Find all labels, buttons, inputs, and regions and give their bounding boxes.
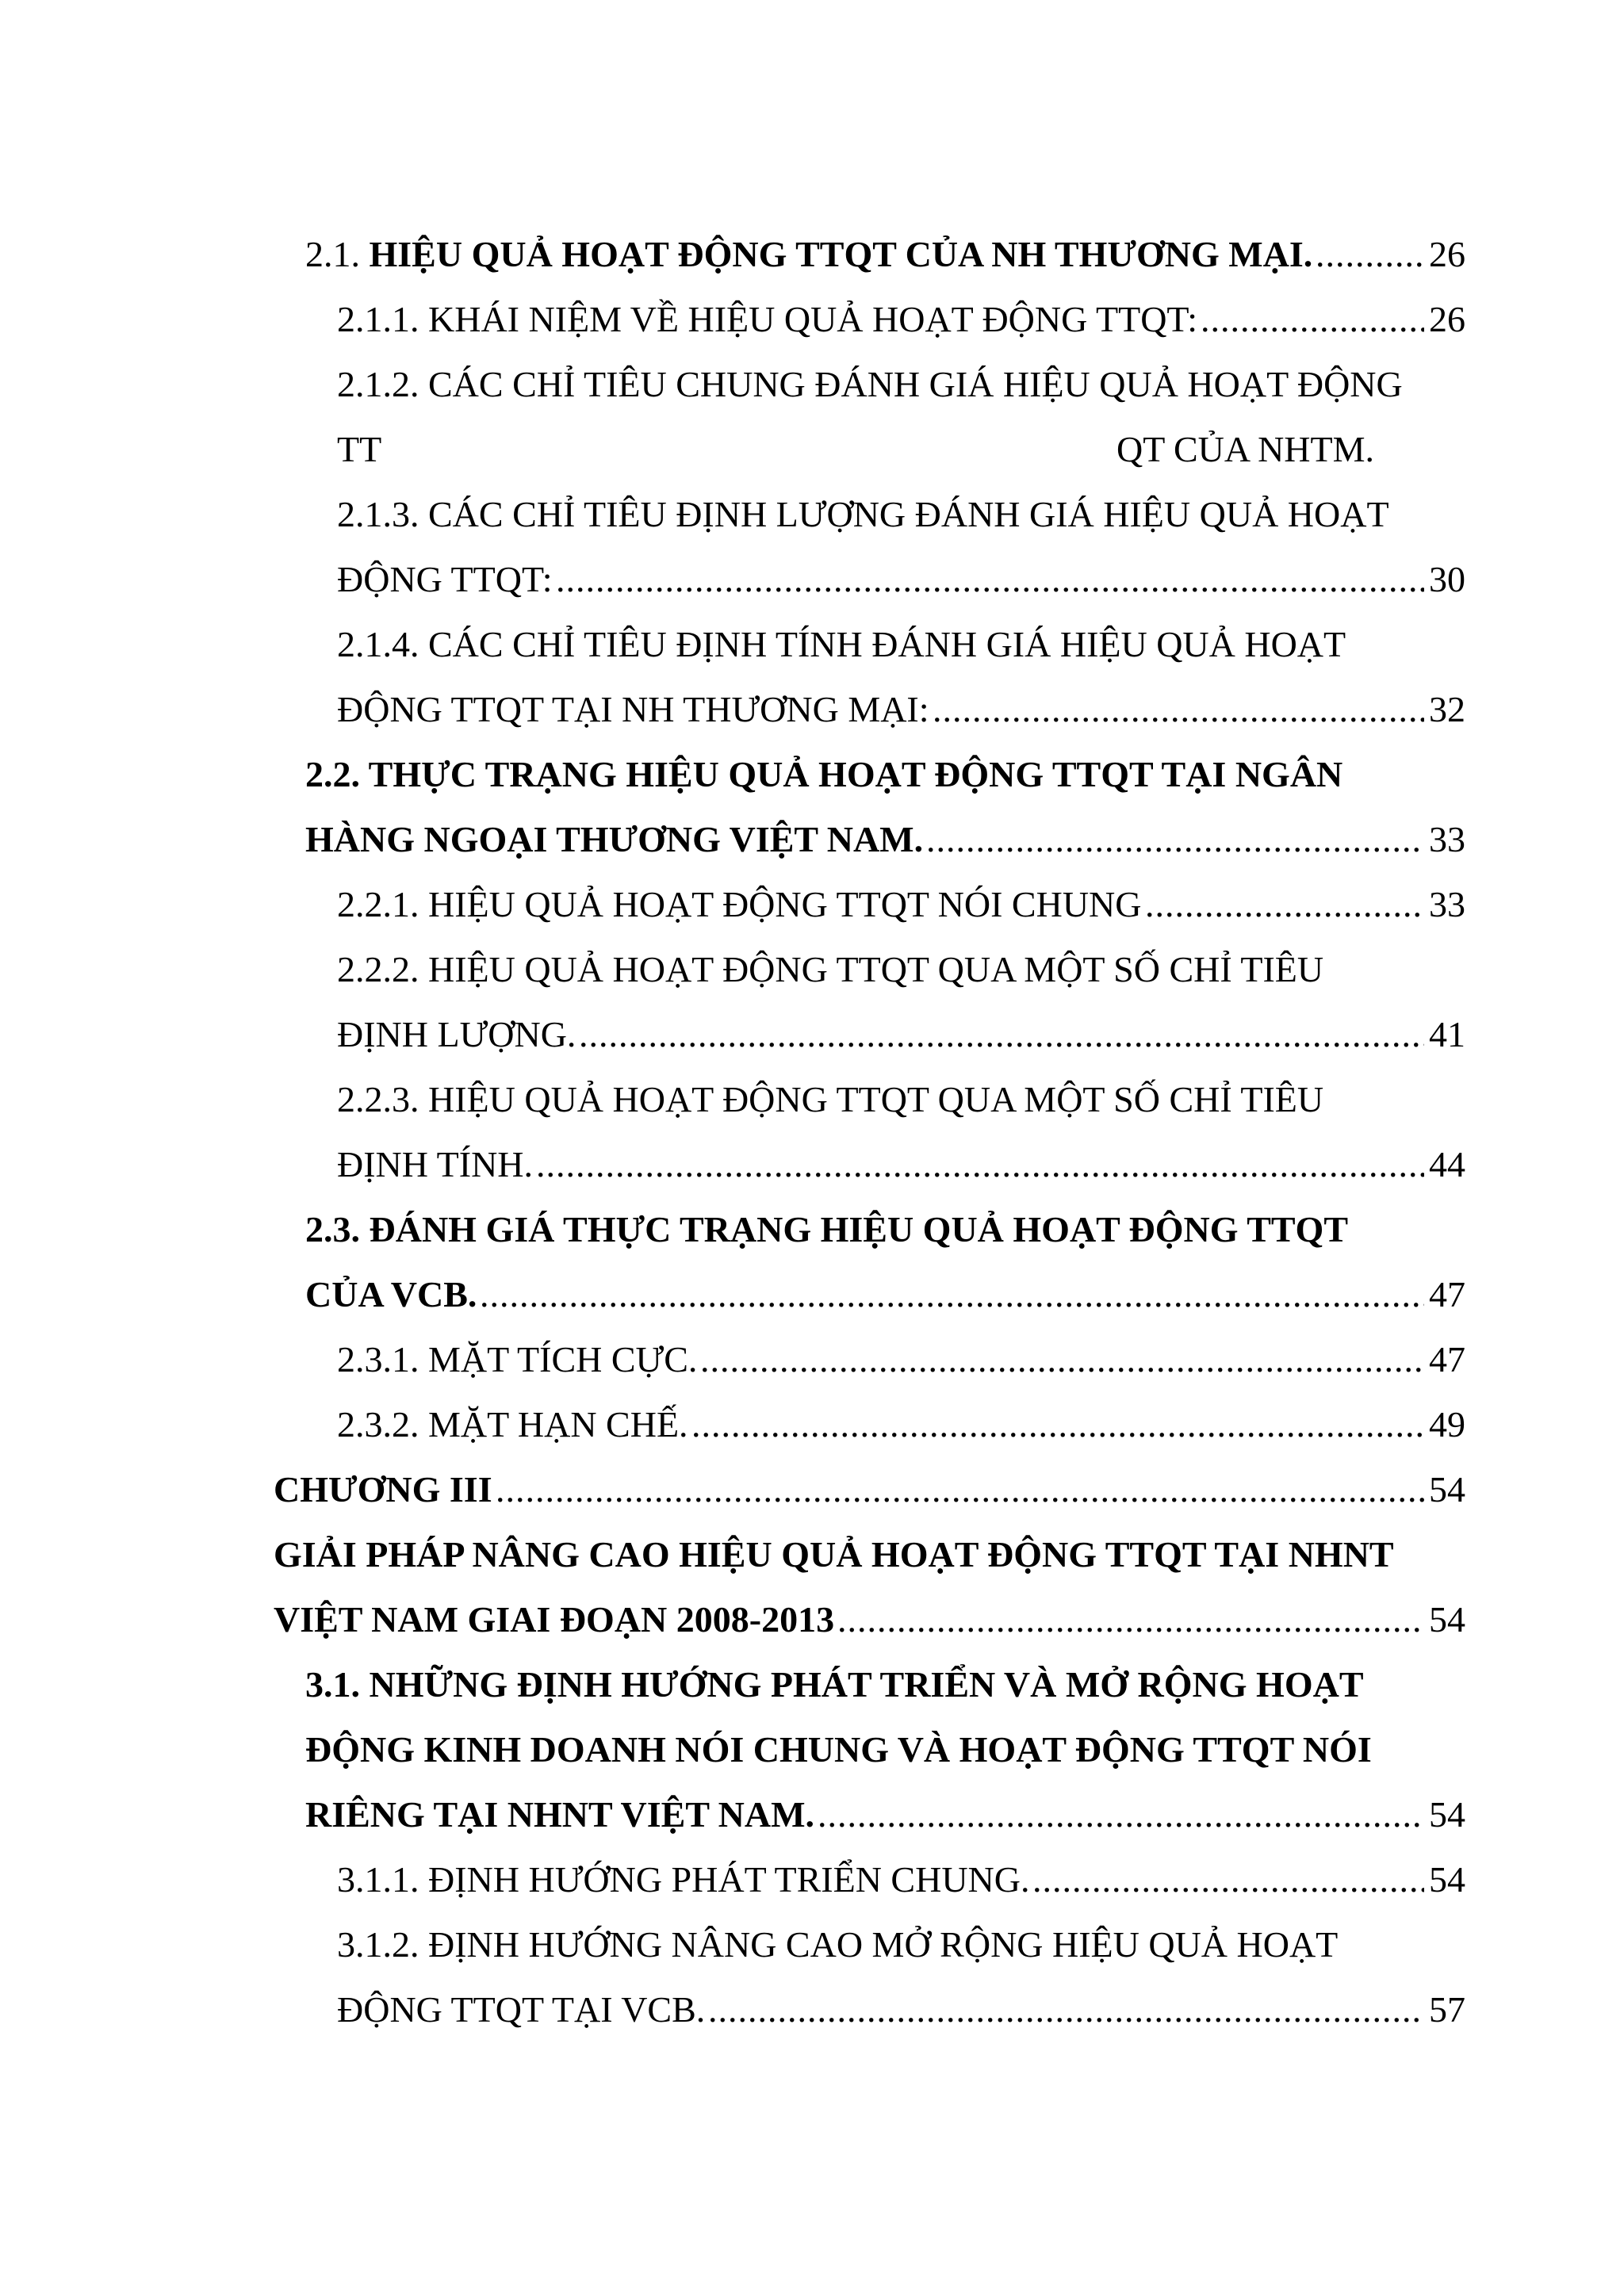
toc-entry-title: 3.1.2. ĐỊNH HƯỚNG NÂNG CAO MỞ RỘNG HIỆU QUẢ HOẠT bbox=[337, 1924, 1339, 1965]
toc-entry-title: VIỆT NAM GIAI ĐOẠN 2008-2013 bbox=[274, 1599, 835, 1640]
toc-entry-title: 3.1.1. ĐỊNH HƯỚNG PHÁT TRIỂN CHUNG. bbox=[337, 1859, 1030, 1900]
toc-dot-leader bbox=[536, 1132, 1424, 1197]
toc-entry-title-continued: QT CỦA NHTM. bbox=[1116, 429, 1375, 469]
toc-dot-leader bbox=[480, 1262, 1424, 1327]
toc-page-number: 54 bbox=[1429, 1469, 1465, 1510]
toc-entry-title: ĐỘNG KINH DOANH NÓI CHUNG VÀ HOẠT ĐỘNG TTQT NÓI bbox=[305, 1729, 1372, 1770]
toc-entry[interactable] bbox=[0, 1262, 1624, 1327]
toc-entry[interactable] bbox=[0, 1977, 1624, 2042]
toc-entry-title bbox=[305, 222, 1312, 287]
toc-entry-title: GIẢI PHÁP NÂNG CAO HIỆU QUẢ HOẠT ĐỘNG TTQT TẠI NHNT bbox=[274, 1534, 1394, 1575]
toc-entry-title: 2.2.1. HIỆU QUẢ HOẠT ĐỘNG TTQT NÓI CHUNG bbox=[337, 884, 1142, 924]
toc-entry-title: HÀNG NGOẠI THƯƠNG VIỆT NAM. bbox=[305, 819, 924, 859]
toc-entry[interactable] bbox=[0, 677, 1624, 742]
toc-entry-title: CHƯƠNG III bbox=[274, 1469, 492, 1510]
toc-dot-leader bbox=[926, 807, 1424, 872]
toc-entry-number: 2.1. bbox=[305, 234, 370, 274]
toc-entry-title: TT bbox=[337, 429, 382, 469]
toc-entry[interactable] bbox=[0, 1132, 1624, 1197]
toc-entry[interactable] bbox=[0, 612, 1624, 677]
toc-dot-leader bbox=[708, 1977, 1424, 2042]
toc-entry-title: 3.1. NHỮNG ĐỊNH HƯỚNG PHÁT TRIỂN VÀ MỞ RỘNG HOẠT bbox=[305, 1664, 1364, 1705]
toc-dot-leader bbox=[1145, 872, 1424, 937]
toc-dot-leader bbox=[556, 547, 1424, 612]
toc-entry-title: 2.3. ĐÁNH GIÁ THỰC TRẠNG HIỆU QUẢ HOẠT ĐỘNG TTQT bbox=[305, 1209, 1349, 1249]
toc-entry-title: ĐỘNG TTQT TẠI VCB. bbox=[337, 1989, 706, 2030]
toc-dot-leader bbox=[837, 1587, 1424, 1652]
toc-page-number: 26 bbox=[1429, 299, 1465, 339]
toc-entry-title: ĐỊNH LƯỢNG. bbox=[337, 1014, 576, 1054]
toc-page-number: 54 bbox=[1429, 1859, 1465, 1900]
toc-entry-title: RIÊNG TẠI NHNT VIỆT NAM. bbox=[305, 1794, 815, 1835]
toc-entry-text: HIỆU QUẢ HOẠT ĐỘNG TTQT CỦA NH THƯƠNG MẠI. bbox=[369, 234, 1313, 274]
toc-page-number: 33 bbox=[1429, 819, 1465, 859]
toc-entry-title: ĐỘNG TTQT TẠI NH THƯƠNG MẠI: bbox=[337, 689, 929, 729]
toc-entry[interactable] bbox=[0, 742, 1624, 807]
toc-dot-leader bbox=[579, 1002, 1424, 1067]
toc-entry[interactable] bbox=[0, 1392, 1624, 1457]
toc-entry[interactable] bbox=[0, 1847, 1624, 1912]
toc-entry-title: 2.2.2. HIỆU QUẢ HOẠT ĐỘNG TTQT QUA MỘT SỐ CHỈ TIÊU bbox=[337, 949, 1324, 989]
toc-entry-title: 2.3.2. MẶT HẠN CHẾ. bbox=[337, 1404, 688, 1445]
toc-dot-leader bbox=[1032, 1847, 1424, 1912]
toc-dot-leader bbox=[1316, 222, 1424, 287]
toc-entry-title: ĐỊNH TÍNH. bbox=[337, 1144, 534, 1184]
toc-entry-title: 2.1.2. CÁC CHỈ TIÊU CHUNG ĐÁNH GIÁ HIỆU QUẢ HOẠT ĐỘNG bbox=[337, 364, 1403, 404]
toc-page-number: 54 bbox=[1429, 1794, 1465, 1835]
toc-entry[interactable] bbox=[0, 1002, 1624, 1067]
toc-entry[interactable] bbox=[0, 937, 1624, 1002]
toc-entry-title: ĐỘNG TTQT: bbox=[337, 559, 553, 599]
toc-entry[interactable] bbox=[0, 287, 1624, 352]
toc-entry-title: CỦA VCB. bbox=[305, 1274, 477, 1314]
toc-dot-leader bbox=[700, 1327, 1424, 1392]
toc-page-number: 57 bbox=[1429, 1989, 1465, 2030]
toc-page-number: 26 bbox=[1429, 234, 1465, 274]
toc-entry[interactable] bbox=[0, 807, 1624, 872]
toc-entry-title: 2.1.4. CÁC CHỈ TIÊU ĐỊNH TÍNH ĐÁNH GIÁ HIỆU QUẢ HOẠT bbox=[337, 624, 1346, 664]
toc-entry[interactable] bbox=[0, 222, 1624, 287]
toc-entry[interactable] bbox=[0, 872, 1624, 937]
toc-entry[interactable] bbox=[0, 1457, 1624, 1522]
toc-entry-title: 2.3.1. MẶT TÍCH CỰC. bbox=[337, 1339, 698, 1380]
toc-page-number: 32 bbox=[1429, 689, 1465, 729]
toc-entry[interactable] bbox=[0, 1327, 1624, 1392]
toc-page-number: 30 bbox=[1429, 559, 1465, 599]
toc-entry-title: 2.1.1. KHÁI NIỆM VỀ HIỆU QUẢ HOẠT ĐỘNG TTQT: bbox=[337, 299, 1197, 339]
toc-dot-leader bbox=[1201, 287, 1424, 352]
toc-page-number: 41 bbox=[1429, 1014, 1465, 1054]
toc-entry[interactable] bbox=[0, 1717, 1624, 1782]
toc-page-number: 44 bbox=[1429, 1144, 1465, 1184]
toc-entry[interactable] bbox=[0, 1652, 1624, 1717]
toc-dot-leader bbox=[818, 1782, 1424, 1847]
toc-entry-title: 2.1.3. CÁC CHỈ TIÊU ĐỊNH LƯỢNG ĐÁNH GIÁ HIỆU QUẢ HOẠT bbox=[337, 494, 1389, 534]
toc-entry[interactable] bbox=[0, 1782, 1624, 1847]
toc-entry[interactable] bbox=[0, 1912, 1624, 1977]
toc-entry[interactable] bbox=[0, 1067, 1624, 1132]
toc-page-number: 47 bbox=[1429, 1339, 1465, 1380]
toc-page-number: 49 bbox=[1429, 1404, 1465, 1445]
toc-entry[interactable] bbox=[0, 352, 1624, 417]
toc-entry[interactable] bbox=[0, 417, 1624, 482]
toc-dot-leader bbox=[933, 677, 1424, 742]
toc-entry[interactable] bbox=[0, 1197, 1624, 1262]
toc-dot-leader bbox=[691, 1392, 1424, 1457]
toc-page-number: 54 bbox=[1429, 1599, 1465, 1640]
table-of-contents bbox=[0, 222, 1624, 2042]
toc-entry-title: 2.2.3. HIỆU QUẢ HOẠT ĐỘNG TTQT QUA MỘT SỐ CHỈ TIÊU bbox=[337, 1079, 1324, 1119]
toc-page-number: 47 bbox=[1429, 1274, 1465, 1314]
toc-entry[interactable] bbox=[0, 1587, 1624, 1652]
toc-dot-leader bbox=[496, 1457, 1424, 1522]
toc-entry[interactable] bbox=[0, 1522, 1624, 1587]
toc-entry-title: 2.2. THỰC TRẠNG HIỆU QUẢ HOẠT ĐỘNG TTQT TẠI NGÂN bbox=[305, 754, 1343, 794]
toc-entry[interactable] bbox=[0, 547, 1624, 612]
toc-entry[interactable] bbox=[0, 482, 1624, 547]
toc-page-number: 33 bbox=[1429, 884, 1465, 924]
